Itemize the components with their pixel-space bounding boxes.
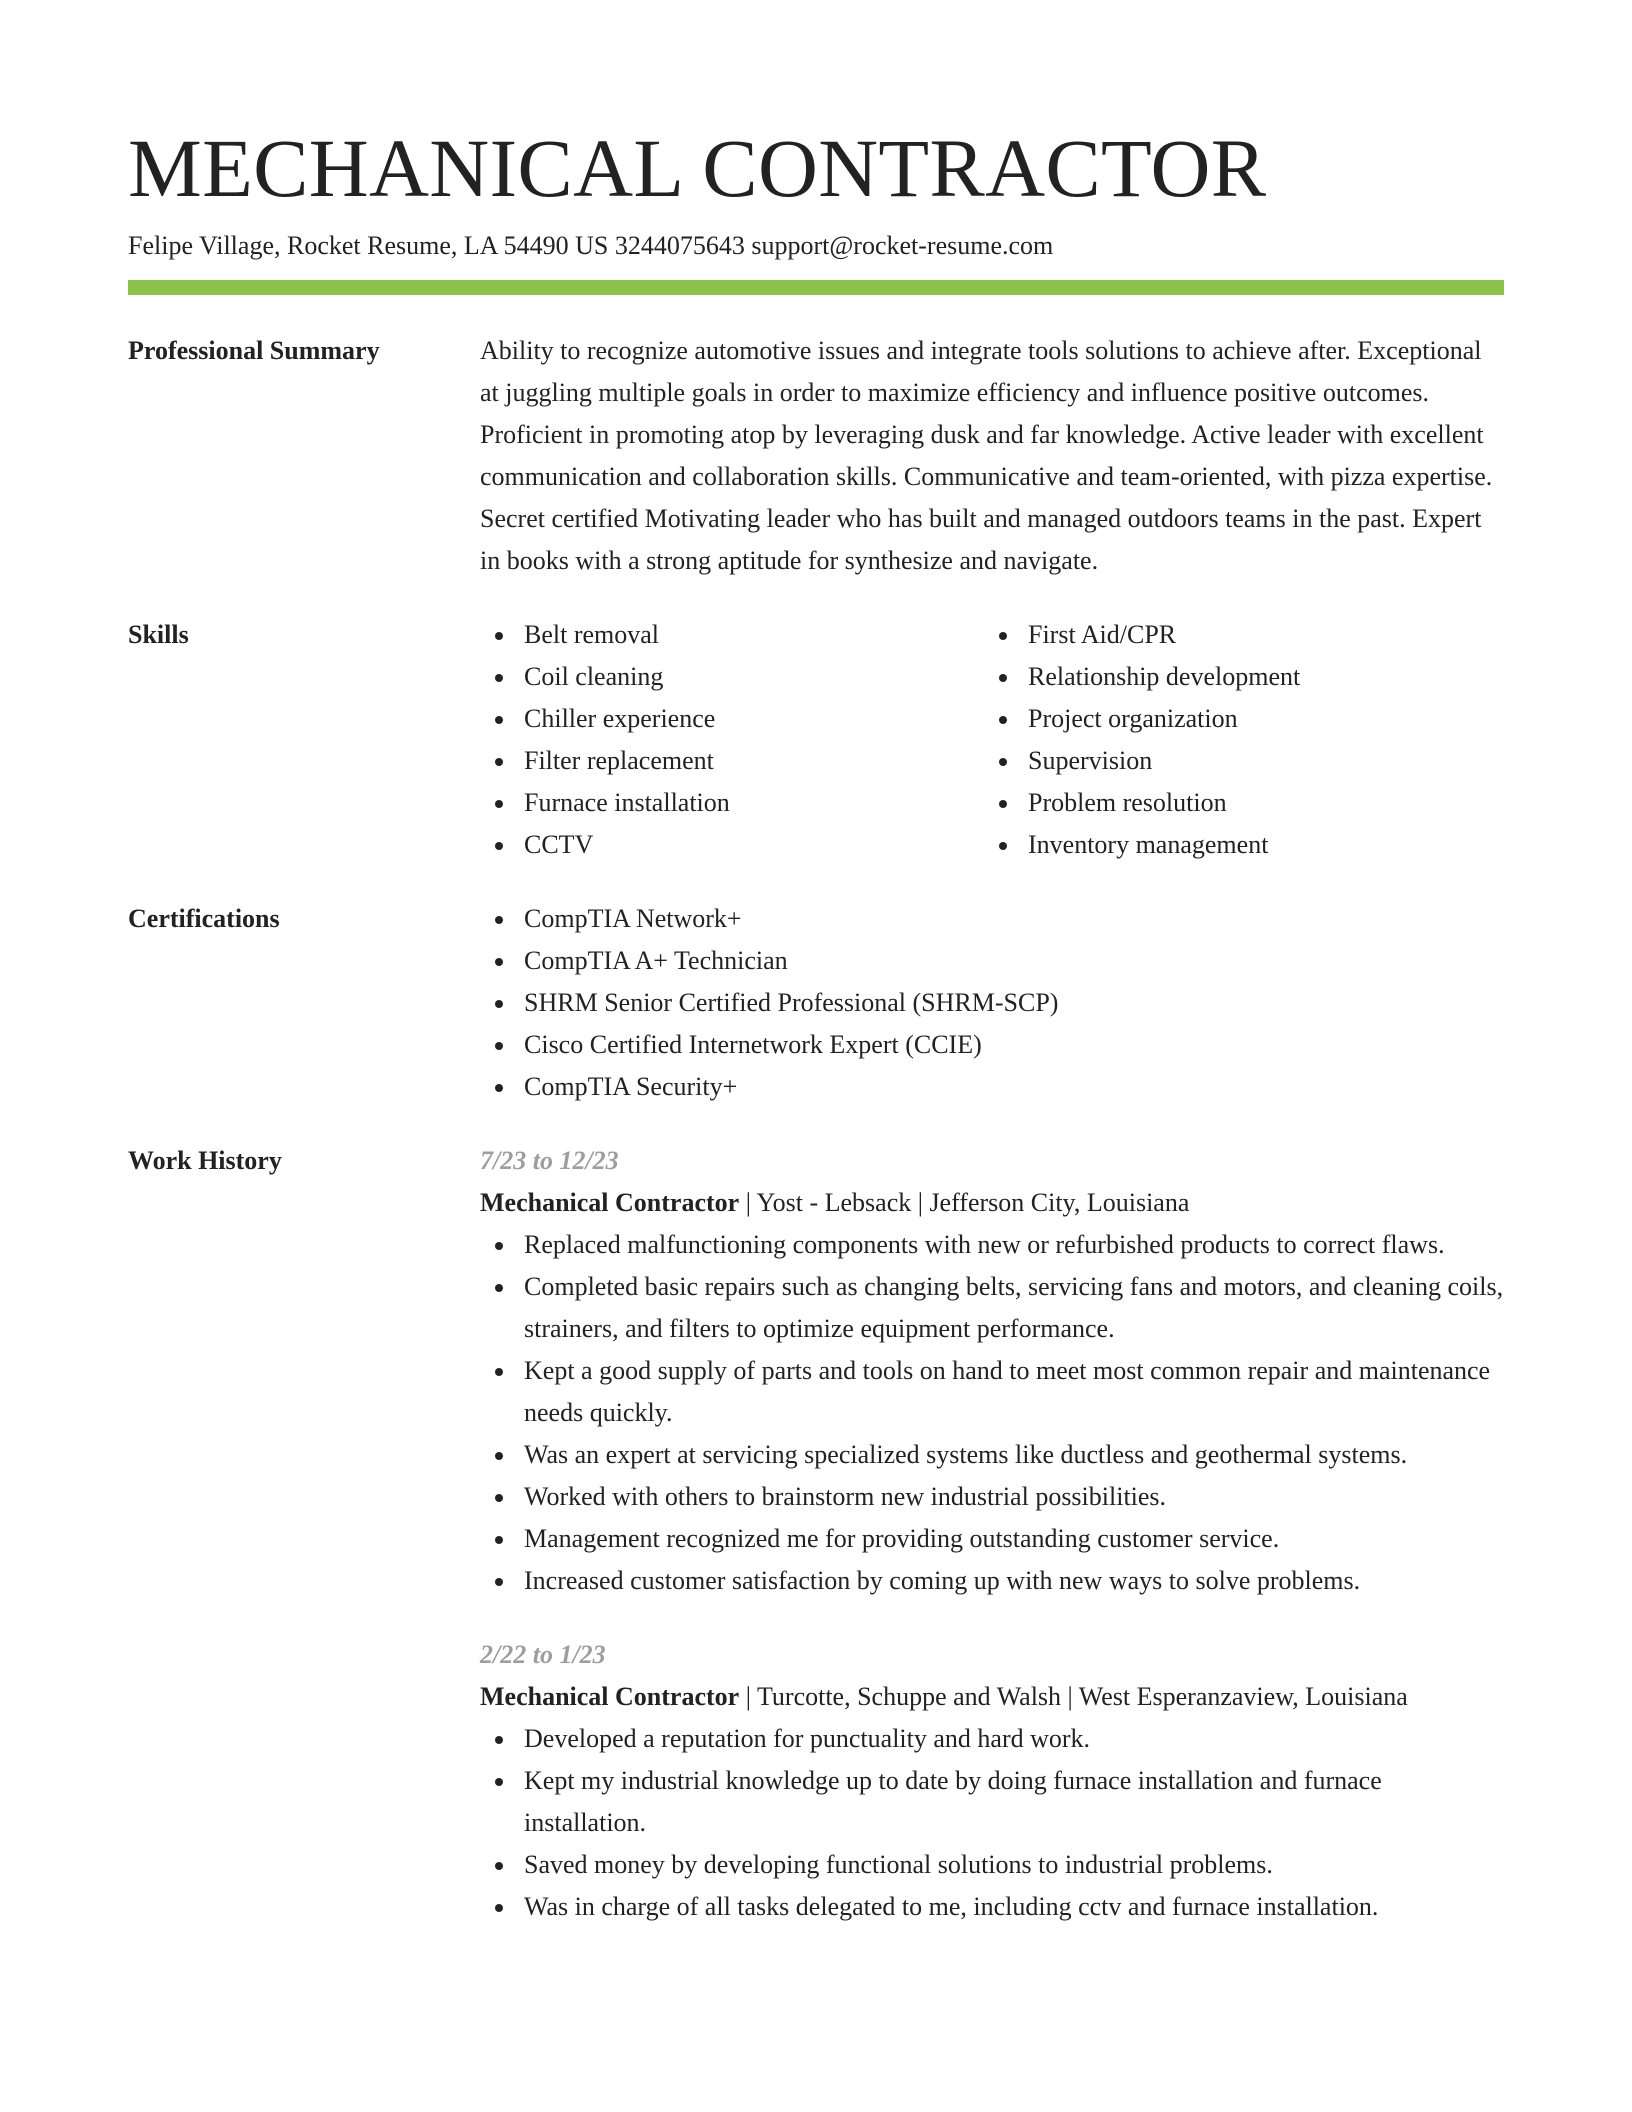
section-heading: Certifications <box>128 904 280 933</box>
skill-item: Belt removal <box>480 614 984 656</box>
job-bullet: Was an expert at servicing specialized systems like ductless and geothermal systems. <box>480 1434 1504 1476</box>
skills-column-right <box>984 614 1488 866</box>
job-details: | Yost - Lebsack | Jefferson City, Louisiana <box>739 1188 1190 1217</box>
skill-item: Problem resolution <box>984 782 1488 824</box>
certification-item: CompTIA Security+ <box>480 1066 1504 1108</box>
skill-item: Furnace installation <box>480 782 984 824</box>
accent-divider <box>128 280 1504 295</box>
skills-column-left <box>480 614 984 866</box>
job-bullet: Completed basic repairs such as changing belts, servicing fans and motors, and cleaning coils, strainers, and filters to optimize equipment performance. <box>480 1266 1504 1350</box>
professional-summary-section <box>128 330 1504 582</box>
work-history-section <box>128 1140 1504 1928</box>
section-heading: Professional Summary <box>128 336 380 365</box>
summary-text: Ability to recognize automotive issues and integrate tools solutions to achieve after. Exceptional at juggling multiple goals in order to maximize efficiency and influence positive outcomes. Proficient in promoting atop by leveraging dusk and far knowledge. Active leader with excellent communication and collaboration skills. Communicative and team-oriented, with pizza expertise. Secret certified Motivating leader who has built and managed outdoors teams in the past. Expert in books with a strong aptitude for synthesize and navigate. <box>480 336 1493 575</box>
section-body <box>480 1140 1504 1928</box>
certification-item: Cisco Certified Internetwork Expert (CCIE) <box>480 1024 1504 1066</box>
skills-section <box>128 614 1504 866</box>
job-bullet: Management recognized me for providing outstanding customer service. <box>480 1518 1504 1560</box>
skill-item: Chiller experience <box>480 698 984 740</box>
certification-item: SHRM Senior Certified Professional (SHRM-SCP) <box>480 982 1504 1024</box>
job-bullet: Was in charge of all tasks delegated to me, including cctv and furnace installation. <box>480 1886 1504 1928</box>
skill-item: CCTV <box>480 824 984 866</box>
job-bullet: Developed a reputation for punctuality and hard work. <box>480 1718 1504 1760</box>
job-bullet: Kept my industrial knowledge up to date by doing furnace installation and furnace installation. <box>480 1760 1504 1844</box>
job-title: Mechanical Contractor <box>480 1188 740 1217</box>
certification-item: CompTIA Network+ <box>480 898 1504 940</box>
job-dates: 2/22 to 1/23 <box>480 1640 606 1669</box>
section-body <box>480 898 1504 1108</box>
section-body <box>480 614 1504 866</box>
job-bullet: Kept a good supply of parts and tools on hand to meet most common repair and maintenance needs quickly. <box>480 1350 1504 1434</box>
certification-item: CompTIA A+ Technician <box>480 940 1504 982</box>
job-bullet-list <box>480 1224 1504 1602</box>
job-entry <box>480 1140 1504 1602</box>
skill-item: First Aid/CPR <box>984 614 1488 656</box>
section-body <box>480 330 1504 582</box>
certifications-list <box>480 898 1504 1108</box>
job-bullet-list <box>480 1718 1504 1928</box>
section-heading: Skills <box>128 620 189 649</box>
job-bullet: Replaced malfunctioning components with new or refurbished products to correct flaws. <box>480 1224 1504 1266</box>
job-heading <box>480 1676 1504 1718</box>
skills-columns <box>480 614 1504 866</box>
job-entry <box>480 1634 1504 1928</box>
job-bullet: Worked with others to brainstorm new industrial possibilities. <box>480 1476 1504 1518</box>
skill-item: Relationship development <box>984 656 1488 698</box>
job-bullet: Increased customer satisfaction by coming up with new ways to solve problems. <box>480 1560 1504 1602</box>
skills-list <box>480 614 984 866</box>
job-dates: 7/23 to 12/23 <box>480 1146 619 1175</box>
skill-item: Supervision <box>984 740 1488 782</box>
job-bullet: Saved money by developing functional solutions to industrial problems. <box>480 1844 1504 1886</box>
contact-line: Felipe Village, Rocket Resume, LA 54490 US 3244075643 support@rocket-resume.com <box>128 231 1054 260</box>
skills-list <box>984 614 1488 866</box>
resume-page <box>128 118 1504 1928</box>
certifications-section <box>128 898 1504 1108</box>
skill-item: Filter replacement <box>480 740 984 782</box>
skill-item: Coil cleaning <box>480 656 984 698</box>
skill-item: Inventory management <box>984 824 1488 866</box>
job-heading <box>480 1182 1504 1224</box>
resume-title: MECHANICAL CONTRACTOR <box>128 122 1267 214</box>
job-details: | Turcotte, Schuppe and Walsh | West Esperanzaview, Louisiana <box>739 1682 1408 1711</box>
job-title: Mechanical Contractor <box>480 1682 740 1711</box>
section-heading: Work History <box>128 1146 282 1175</box>
skill-item: Project organization <box>984 698 1488 740</box>
